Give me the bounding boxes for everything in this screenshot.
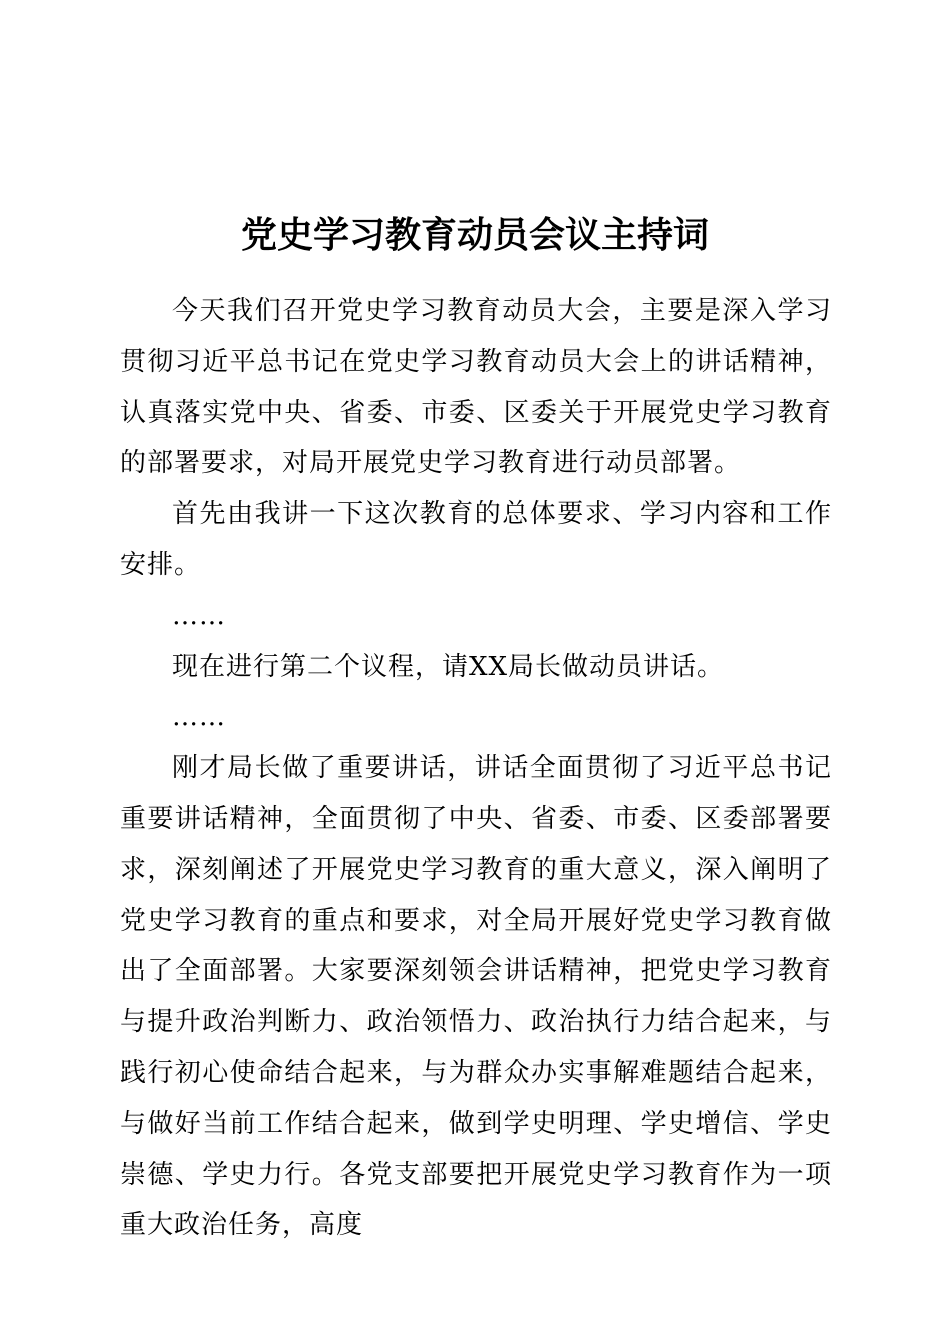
paragraph-agenda-intro: 首先由我讲一下这次教育的总体要求、学习内容和工作安排。 xyxy=(120,499,832,580)
paragraph-opening: 今天我们召开党史学习教育动员大会，主要是深入学习贯彻习近平总书记在党史学习教育动员大会上的讲话精神，认真落实党中央、省委、市委、区委关于开展党史学习教育的部署要求，对局开展党史学习教育进行动员部署。 xyxy=(120,296,832,479)
paragraph-ellipsis: …… xyxy=(172,600,226,631)
paragraph-second-agenda: 现在进行第二个议程，请XX局长做动员讲话。 xyxy=(172,651,725,682)
paragraph-ellipsis: …… xyxy=(172,702,226,733)
document-body xyxy=(120,286,832,1251)
paragraph-summary: 刚才局长做了重要讲话，讲话全面贯彻了习近平总书记重要讲话精神，全面贯彻了中央、省委、市委、区委部署要求，深刻阐述了开展党史学习教育的重大意义，深入阐明了党史学习教育的重点和要求，对全局开展好党史学习教育做出了全面部署。大家要深刻领会讲话精神，把党史学习教育与提升政治判断力、政治领悟力、政治执行力结合起来，与践行初心使命结合起来，与为群众办实事解难题结合起来，与做好当前工作结合起来，做到学史明理、学史增信、学史崇德、学史力行。各党支部要把开展党史学习教育作为一项重大政治任务，高度 xyxy=(120,753,832,1241)
document-title: 党史学习教育动员会议主持词 xyxy=(240,215,709,256)
